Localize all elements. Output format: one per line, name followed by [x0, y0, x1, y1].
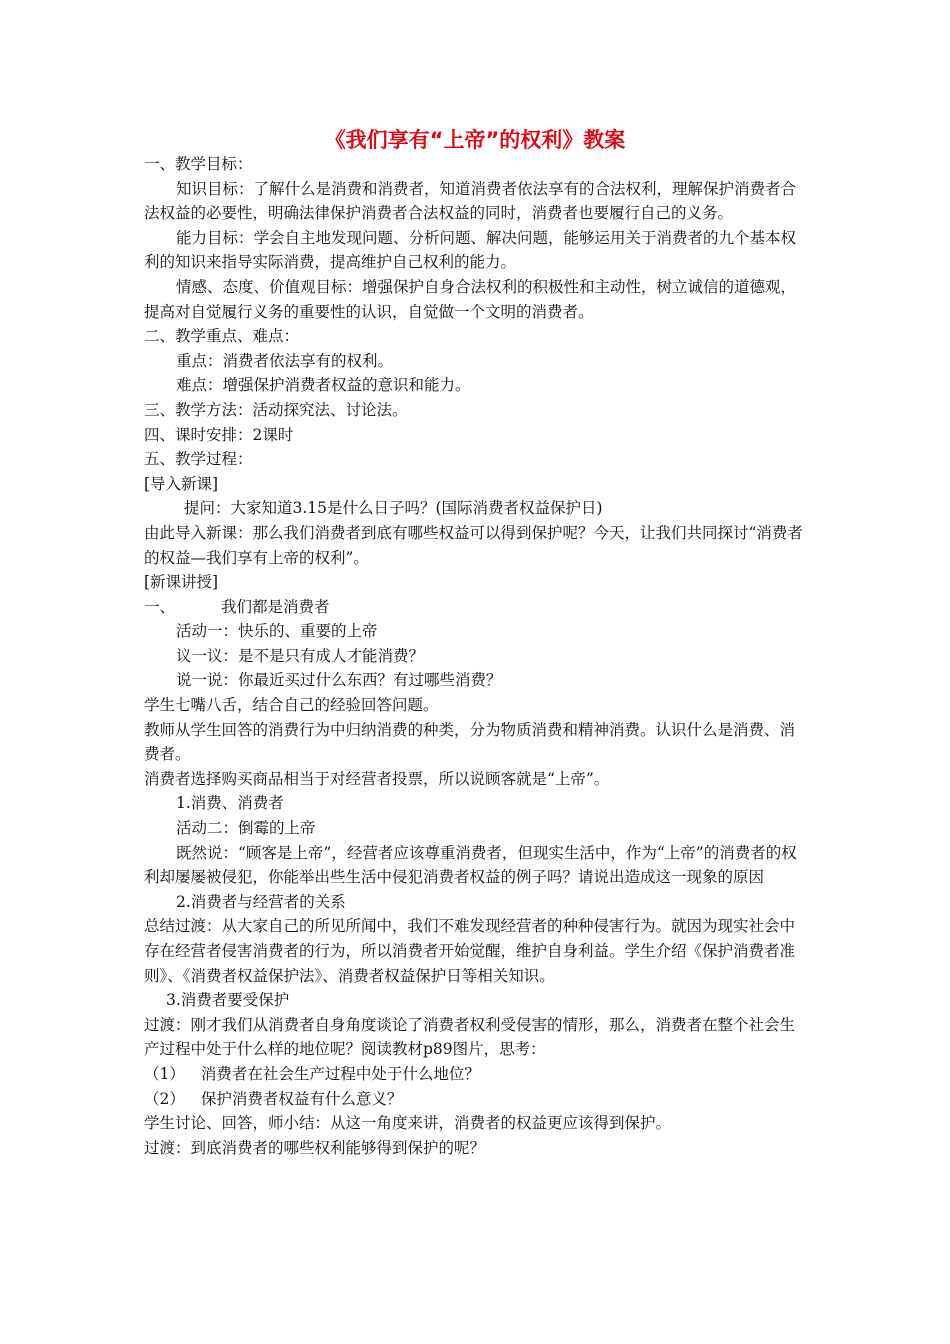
paragraph: 情感、态度、价值观目标：增强保护自身合法权利的积极性和主动性，树立诚信的道德观，提高对自觉履行义务的重要性的认识，自觉做一个文明的消费者。	[144, 277, 797, 321]
paragraph: 过渡：到底消费者的哪些权利能够得到保护的呢？	[144, 1138, 486, 1157]
heading-number: 一、	[144, 597, 176, 616]
section-heading: 二、教学重点、难点：	[144, 327, 300, 346]
document-body	[144, 152, 810, 1160]
heading-text: 我们都是消费者	[221, 597, 330, 616]
paragraph: 活动二：倒霉的上帝	[176, 819, 316, 838]
question-item	[144, 1062, 810, 1087]
section-heading: 五、教学过程：	[144, 450, 253, 469]
section-heading: 一、教学目标：	[144, 155, 253, 173]
numbered-subheading: 2.消费者与经营者的关系	[176, 892, 346, 911]
numbered-subheading: 3.消费者要受保护	[166, 991, 290, 1010]
paragraph: 提问：大家知道3.15是什么日子吗？(国际消费者权益保护日)	[184, 499, 603, 518]
question-number: （2）	[144, 1089, 185, 1108]
paragraph: 说一说：你最近买过什么东西？有过哪些消费？	[176, 671, 502, 690]
numbered-heading	[144, 595, 810, 620]
paragraph: 总结过渡：从大家自己的所见所闻中，我们不难发现经营者的种种侵害行为。就因为现实社会中存在经营者侵害消费者的行为，所以消费者开始觉醒，维护自身利益。学生介绍《保护消费者准则》、《消费者权益保护法》、消费者权益保护日等相关知识。	[144, 917, 796, 985]
document-title: 《我们享有“上帝”的权利》教案	[324, 128, 626, 152]
paragraph: 教师从学生回答的消费行为中归纳消费的种类，分为物质消费和精神消费。认识什么是消费、消费者。	[144, 720, 796, 764]
paragraph: 既然说：“顾客是上帝”，经营者应该尊重消费者，但现实生活中，作为“上帝”的消费者的权利却屡屡被侵犯，你能举出些生活中侵犯消费者权益的例子吗？请说出造成这一现象的原因	[144, 843, 797, 887]
question-text: 消费者在社会生产过程中处于什么地位？	[200, 1064, 480, 1083]
paragraph: 消费者选择购买商品相当于对经营者投票，所以说顾客就是“上帝”。	[144, 769, 610, 788]
paragraph: 学生七嘴八舌，结合自己的经验回答问题。	[144, 696, 439, 715]
paragraph: 重点：消费者依法享有的权利。	[176, 351, 394, 370]
section-heading: 四、课时安排：2课时	[144, 425, 294, 444]
paragraph: 能力目标：学会自主地发现问题、分析问题、解决问题，能够运用关于消费者的九个基本权利的知识来指导实际消费，提高维护自己权利的能力。	[144, 228, 797, 272]
question-item	[144, 1087, 810, 1112]
paragraph: 由此导入新课：那么我们消费者到底有哪些权益可以得到保护呢？今天，让我们共同探讨“消费者的权益—我们享有上帝的权利”。	[144, 523, 803, 567]
subsection-label: [导入新课]	[144, 474, 219, 493]
subsection-label: [新课讲授]	[144, 573, 219, 592]
paragraph: 知识目标：了解什么是消费和消费者，知道消费者依法享有的合法权利，理解保护消费者合法权益的必要性，明确法律保护消费者合法权益的同时，消费者也要履行自己的义务。	[144, 179, 797, 223]
numbered-subheading: 1.消费、消费者	[176, 794, 284, 813]
question-number: （1）	[144, 1064, 185, 1083]
paragraph: 过渡：刚才我们从消费者自身角度谈论了消费者权利受侵害的情形，那么，消费者在整个社会生产过程中处于什么样的地位呢？阅读教材p89图片，思考：	[144, 1015, 796, 1059]
paragraph: 学生讨论、回答，师小结：从这一角度来讲，消费者的权益更应该得到保护。	[144, 1114, 672, 1133]
paragraph: 难点：增强保护消费者权益的意识和能力。	[176, 376, 471, 395]
question-text: 保护消费者权益有什么意义？	[200, 1089, 403, 1108]
paragraph: 议一议：是不是只有成人才能消费？	[176, 646, 425, 665]
paragraph: 活动一：快乐的、重要的上帝	[176, 622, 378, 641]
section-heading: 三、教学方法：活动探究法、讨论法。	[144, 400, 408, 419]
